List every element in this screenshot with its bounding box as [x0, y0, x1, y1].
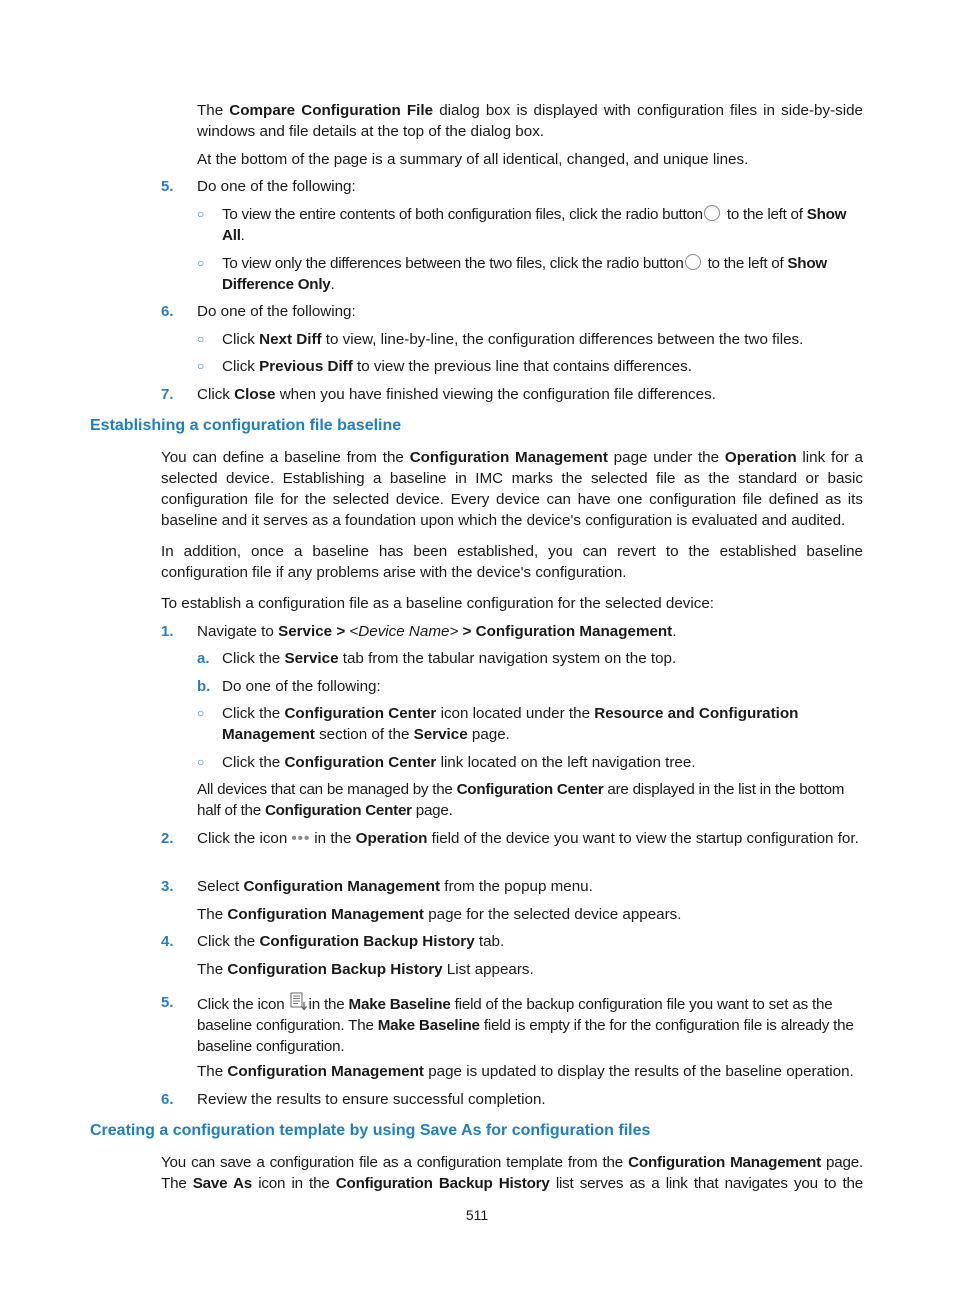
- step-number: 6.: [161, 303, 174, 320]
- step-number: 3.: [161, 878, 174, 895]
- radio-button-icon: [704, 205, 720, 221]
- step-number: 4.: [161, 933, 174, 950]
- paragraph-baseline-steps-intro: To establish a configuration file as a baseline configuration for the selected device:: [161, 595, 714, 612]
- more-options-icon: •••: [291, 830, 311, 847]
- step-text: Click the icon ••• in the Operation field of the device you want to view the startup configuration for.: [197, 830, 859, 847]
- step-text: Select Configuration Management from the popup menu.: [197, 878, 593, 895]
- substep-text: Click the Service tab from the tabular navigation system on the top.: [222, 650, 677, 667]
- substep-letter: b.: [197, 678, 211, 695]
- radio-button-icon: [685, 254, 701, 270]
- bullet-icon: ○: [197, 256, 205, 270]
- step-result: The Configuration Management page for the selected device appears.: [197, 906, 682, 923]
- step-text: Navigate to Service > <Device Name> > Configuration Management.: [197, 623, 677, 640]
- step-number: 6.: [161, 1091, 174, 1108]
- bullet-icon: ○: [197, 359, 205, 373]
- sub-item: Click the Configuration Center link located on the left navigation tree.: [222, 754, 696, 771]
- bullet-icon: ○: [197, 207, 205, 221]
- step-text: Do one of the following:: [197, 303, 356, 320]
- bullet-icon: ○: [197, 332, 205, 346]
- step-text: Click Close when you have finished viewing the configuration file differences.: [197, 386, 716, 403]
- section-heading: Establishing a configuration file baseline: [90, 417, 402, 434]
- step-text: Click the icon in the Make Baseline field of the backup configuration file you want to set as the baseline configuration. The Make Baseline field is empty if the for the configuration file is already the baseline configuration.: [197, 992, 867, 1057]
- step-number: 2.: [161, 830, 174, 847]
- substep-letter: a.: [197, 650, 210, 667]
- sub-item: To view only the differences between the two files, click the radio button to the left of Show Difference Only.: [222, 255, 827, 293]
- paragraph-summary: At the bottom of the page is a summary of all identical, changed, and unique lines.: [197, 151, 749, 168]
- paragraph-template-intro: You can save a configuration file as a configuration template from the Configuration Management page. The Save As icon in the Configuration Backup History list serves as a link that navigates you to the: [161, 1154, 863, 1192]
- make-baseline-icon: [289, 992, 309, 1012]
- step-text: Do one of the following:: [197, 178, 356, 195]
- page-number: 511: [465, 1207, 489, 1223]
- substep-text: Do one of the following:: [222, 678, 381, 695]
- sub-item: Click Next Diff to view, line-by-line, the configuration differences between the two files.: [222, 331, 804, 348]
- section-heading: Creating a configuration template by using Save As for configuration files: [90, 1122, 651, 1139]
- step-number: 1.: [161, 623, 174, 640]
- step-number: 5.: [161, 178, 174, 195]
- step-number: 7.: [161, 386, 174, 403]
- paragraph-compare-dialog: The Compare Configuration File dialog box is displayed with configuration files in side-by-side windows and file details at the top of the dialog box.: [197, 102, 863, 140]
- step-text: Click the Configuration Backup History tab.: [197, 933, 505, 950]
- step-result: The Configuration Backup History List appears.: [197, 961, 534, 978]
- paragraph-baseline-intro: You can define a baseline from the Configuration Management page under the Operation link for a selected device. Establishing a baseline in IMC marks the selected file as the standard or basic configuration file for the selected device. Every device can have one configuration file defined as its baseline and it serves as a foundation upon which the device's configuration is evaluated and audited.: [161, 449, 864, 529]
- paragraph-devices-list: All devices that can be managed by the Configuration Center are displayed in the list in the bottom half of the Configuration Center page.: [197, 781, 845, 819]
- step-text: Review the results to ensure successful completion.: [197, 1091, 546, 1108]
- sub-item: Click the Configuration Center icon located under the Resource and Configuration Management section of the Service page.: [222, 705, 799, 743]
- step-result: The Configuration Management page is updated to display the results of the baseline operation.: [197, 1063, 854, 1080]
- step-number: 5.: [161, 994, 174, 1011]
- sub-item: Click Previous Diff to view the previous line that contains differences.: [222, 358, 692, 375]
- bullet-icon: ○: [197, 755, 205, 769]
- paragraph-baseline-revert: In addition, once a baseline has been established, you can revert to the established baseline configuration file if any problems arise with the device's configuration.: [161, 543, 863, 581]
- bullet-icon: ○: [197, 706, 205, 720]
- sub-item: To view the entire contents of both configuration files, click the radio button to the left of Show All.: [222, 206, 847, 244]
